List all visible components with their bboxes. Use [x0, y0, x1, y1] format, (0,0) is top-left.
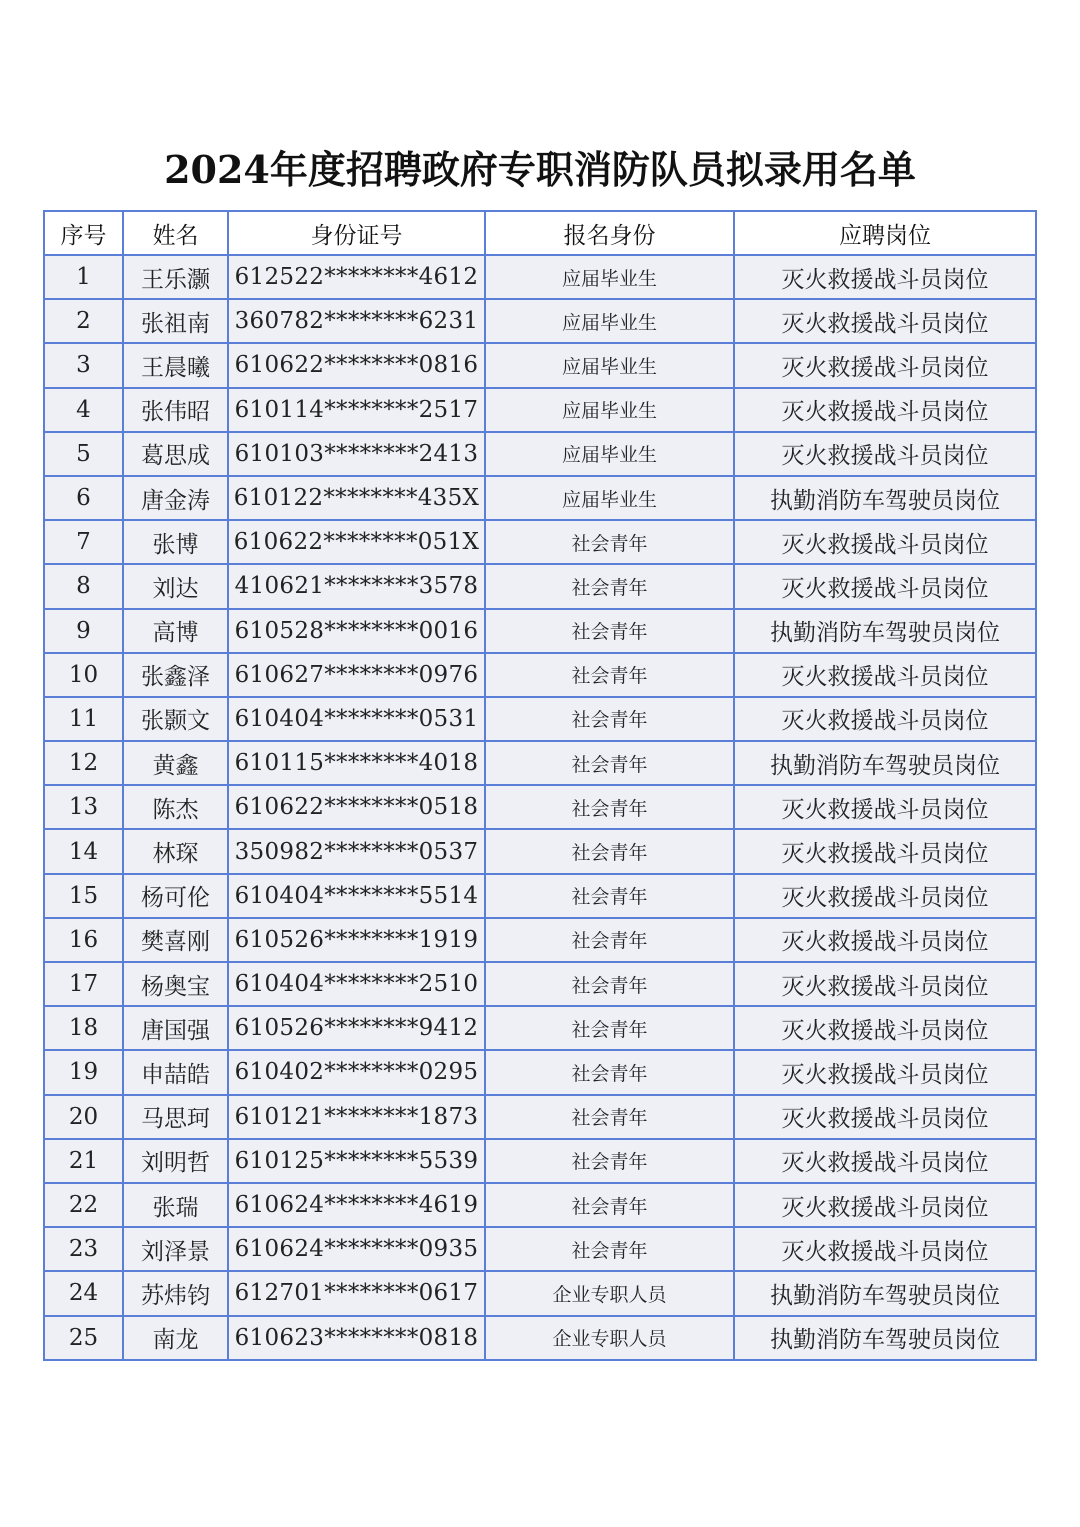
- cell-number: 6: [44, 476, 123, 520]
- cell-id-number: 610526********9412: [228, 1006, 485, 1050]
- cell-number: 14: [44, 829, 123, 873]
- page-title: 2024年度招聘政府专职消防队员拟录用名单: [164, 147, 916, 192]
- table-row: [44, 829, 1036, 873]
- cell-applicant-type: 社会青年: [485, 1050, 734, 1094]
- cell-id-number: 610103********2413: [228, 432, 485, 476]
- cell-name: 张博: [123, 520, 228, 564]
- cell-applicant-type: 应届毕业生: [485, 476, 734, 520]
- cell-id-number: 610624********4619: [228, 1183, 485, 1227]
- cell-name: 马思珂: [123, 1095, 228, 1139]
- cell-position: 灭火救援战斗员岗位: [734, 432, 1036, 476]
- table-row: [44, 520, 1036, 564]
- table-row: [44, 1227, 1036, 1271]
- cell-id-number: 610623********0818: [228, 1316, 485, 1360]
- cell-applicant-type: 社会青年: [485, 564, 734, 608]
- cell-applicant-type: 社会青年: [485, 962, 734, 1006]
- cell-name: 高博: [123, 609, 228, 653]
- cell-id-number: 610125********5539: [228, 1139, 485, 1183]
- cell-name: 葛思成: [123, 432, 228, 476]
- cell-id-number: 610114********2517: [228, 388, 485, 432]
- table-header: [44, 211, 1036, 255]
- cell-applicant-type: 社会青年: [485, 1006, 734, 1050]
- cell-position: 执勤消防车驾驶员岗位: [734, 1316, 1036, 1360]
- cell-id-number: 612701********0617: [228, 1271, 485, 1315]
- cell-name: 刘明哲: [123, 1139, 228, 1183]
- table-row: [44, 741, 1036, 785]
- table-row: [44, 874, 1036, 918]
- cell-applicant-type: 应届毕业生: [485, 388, 734, 432]
- cell-position: 执勤消防车驾驶员岗位: [734, 741, 1036, 785]
- cell-name: 樊喜刚: [123, 918, 228, 962]
- header-id: 身份证号: [228, 211, 485, 255]
- table-row: [44, 1095, 1036, 1139]
- cell-number: 1: [44, 255, 123, 299]
- cell-id-number: 410621********3578: [228, 564, 485, 608]
- header-no: 序号: [44, 211, 123, 255]
- cell-number: 5: [44, 432, 123, 476]
- cell-position: 灭火救援战斗员岗位: [734, 785, 1036, 829]
- table-row: [44, 1139, 1036, 1183]
- cell-name: 杨可伦: [123, 874, 228, 918]
- table-row: [44, 609, 1036, 653]
- cell-id-number: 610622********0518: [228, 785, 485, 829]
- cell-id-number: 610526********1919: [228, 918, 485, 962]
- cell-id-number: 610115********4018: [228, 741, 485, 785]
- cell-name: 王晨曦: [123, 343, 228, 387]
- table-row: [44, 476, 1036, 520]
- cell-position: 灭火救援战斗员岗位: [734, 962, 1036, 1006]
- cell-name: 张颢文: [123, 697, 228, 741]
- cell-id-number: 350982********0537: [228, 829, 485, 873]
- cell-position: 灭火救援战斗员岗位: [734, 1050, 1036, 1094]
- table-row: [44, 299, 1036, 343]
- cell-name: 唐金涛: [123, 476, 228, 520]
- cell-applicant-type: 应届毕业生: [485, 432, 734, 476]
- cell-number: 15: [44, 874, 123, 918]
- cell-name: 刘达: [123, 564, 228, 608]
- cell-number: 7: [44, 520, 123, 564]
- cell-number: 24: [44, 1271, 123, 1315]
- header-position: 应聘岗位: [734, 211, 1036, 255]
- cell-position: 灭火救援战斗员岗位: [734, 299, 1036, 343]
- cell-name: 杨奥宝: [123, 962, 228, 1006]
- cell-name: 南龙: [123, 1316, 228, 1360]
- cell-applicant-type: 社会青年: [485, 697, 734, 741]
- cell-id-number: 610528********0016: [228, 609, 485, 653]
- cell-position: 灭火救援战斗员岗位: [734, 255, 1036, 299]
- cell-id-number: 610622********0816: [228, 343, 485, 387]
- cell-applicant-type: 社会青年: [485, 1227, 734, 1271]
- cell-name: 陈杰: [123, 785, 228, 829]
- cell-position: 灭火救援战斗员岗位: [734, 1006, 1036, 1050]
- cell-name: 张鑫泽: [123, 653, 228, 697]
- cell-number: 8: [44, 564, 123, 608]
- cell-applicant-type: 社会青年: [485, 653, 734, 697]
- table-row: [44, 1271, 1036, 1315]
- cell-name: 申喆皓: [123, 1050, 228, 1094]
- cell-name: 林琛: [123, 829, 228, 873]
- cell-id-number: 610624********0935: [228, 1227, 485, 1271]
- cell-number: 3: [44, 343, 123, 387]
- cell-applicant-type: 社会青年: [485, 520, 734, 564]
- table-row: [44, 343, 1036, 387]
- header-name: 姓名: [123, 211, 228, 255]
- cell-applicant-type: 社会青年: [485, 785, 734, 829]
- cell-applicant-type: 企业专职人员: [485, 1316, 734, 1360]
- table-body: [44, 255, 1036, 1360]
- header-row: [44, 211, 1036, 255]
- table-row: [44, 697, 1036, 741]
- roster-table: [43, 210, 1037, 1361]
- cell-name: 张瑞: [123, 1183, 228, 1227]
- cell-number: 10: [44, 653, 123, 697]
- cell-position: 灭火救援战斗员岗位: [734, 697, 1036, 741]
- cell-name: 张祖南: [123, 299, 228, 343]
- cell-number: 19: [44, 1050, 123, 1094]
- cell-position: 灭火救援战斗员岗位: [734, 520, 1036, 564]
- cell-applicant-type: 社会青年: [485, 918, 734, 962]
- cell-applicant-type: 社会青年: [485, 829, 734, 873]
- cell-number: 20: [44, 1095, 123, 1139]
- cell-applicant-type: 企业专职人员: [485, 1271, 734, 1315]
- table-row: [44, 653, 1036, 697]
- cell-id-number: 360782********6231: [228, 299, 485, 343]
- cell-position: 灭火救援战斗员岗位: [734, 1095, 1036, 1139]
- header-type: 报名身份: [485, 211, 734, 255]
- cell-position: 灭火救援战斗员岗位: [734, 388, 1036, 432]
- cell-id-number: 610627********0976: [228, 653, 485, 697]
- table-row: [44, 962, 1036, 1006]
- cell-number: 25: [44, 1316, 123, 1360]
- cell-name: 黄鑫: [123, 741, 228, 785]
- cell-id-number: 610404********5514: [228, 874, 485, 918]
- cell-name: 苏炜钧: [123, 1271, 228, 1315]
- cell-number: 11: [44, 697, 123, 741]
- cell-applicant-type: 社会青年: [485, 1139, 734, 1183]
- cell-number: 13: [44, 785, 123, 829]
- table-row: [44, 1183, 1036, 1227]
- cell-number: 21: [44, 1139, 123, 1183]
- table-row: [44, 1050, 1036, 1094]
- cell-applicant-type: 应届毕业生: [485, 255, 734, 299]
- table-row: [44, 1006, 1036, 1050]
- cell-id-number: 610121********1873: [228, 1095, 485, 1139]
- cell-applicant-type: 社会青年: [485, 1095, 734, 1139]
- cell-position: 执勤消防车驾驶员岗位: [734, 1271, 1036, 1315]
- cell-number: 16: [44, 918, 123, 962]
- cell-number: 12: [44, 741, 123, 785]
- cell-id-number: 610122********435X: [228, 476, 485, 520]
- table-row: [44, 432, 1036, 476]
- cell-applicant-type: 社会青年: [485, 741, 734, 785]
- cell-applicant-type: 应届毕业生: [485, 343, 734, 387]
- cell-position: 执勤消防车驾驶员岗位: [734, 476, 1036, 520]
- cell-number: 23: [44, 1227, 123, 1271]
- table-row: [44, 1316, 1036, 1360]
- cell-applicant-type: 社会青年: [485, 609, 734, 653]
- cell-name: 张伟昭: [123, 388, 228, 432]
- cell-applicant-type: 社会青年: [485, 874, 734, 918]
- cell-id-number: 610404********0531: [228, 697, 485, 741]
- cell-number: 9: [44, 609, 123, 653]
- cell-name: 王乐灏: [123, 255, 228, 299]
- cell-number: 2: [44, 299, 123, 343]
- cell-id-number: 610404********2510: [228, 962, 485, 1006]
- table-row: [44, 388, 1036, 432]
- cell-id-number: 610622********051X: [228, 520, 485, 564]
- cell-position: 灭火救援战斗员岗位: [734, 1227, 1036, 1271]
- cell-position: 灭火救援战斗员岗位: [734, 918, 1036, 962]
- cell-position: 灭火救援战斗员岗位: [734, 874, 1036, 918]
- table-row: [44, 255, 1036, 299]
- cell-position: 灭火救援战斗员岗位: [734, 564, 1036, 608]
- table-row: [44, 785, 1036, 829]
- cell-position: 灭火救援战斗员岗位: [734, 1139, 1036, 1183]
- cell-position: 灭火救援战斗员岗位: [734, 343, 1036, 387]
- cell-applicant-type: 应届毕业生: [485, 299, 734, 343]
- cell-number: 22: [44, 1183, 123, 1227]
- table-row: [44, 918, 1036, 962]
- cell-position: 执勤消防车驾驶员岗位: [734, 609, 1036, 653]
- cell-position: 灭火救援战斗员岗位: [734, 1183, 1036, 1227]
- cell-position: 灭火救援战斗员岗位: [734, 653, 1036, 697]
- cell-position: 灭火救援战斗员岗位: [734, 829, 1036, 873]
- cell-id-number: 610402********0295: [228, 1050, 485, 1094]
- cell-name: 刘泽景: [123, 1227, 228, 1271]
- cell-number: 18: [44, 1006, 123, 1050]
- table-row: [44, 564, 1036, 608]
- cell-applicant-type: 社会青年: [485, 1183, 734, 1227]
- cell-number: 4: [44, 388, 123, 432]
- cell-id-number: 612522********4612: [228, 255, 485, 299]
- cell-number: 17: [44, 962, 123, 1006]
- cell-name: 唐国强: [123, 1006, 228, 1050]
